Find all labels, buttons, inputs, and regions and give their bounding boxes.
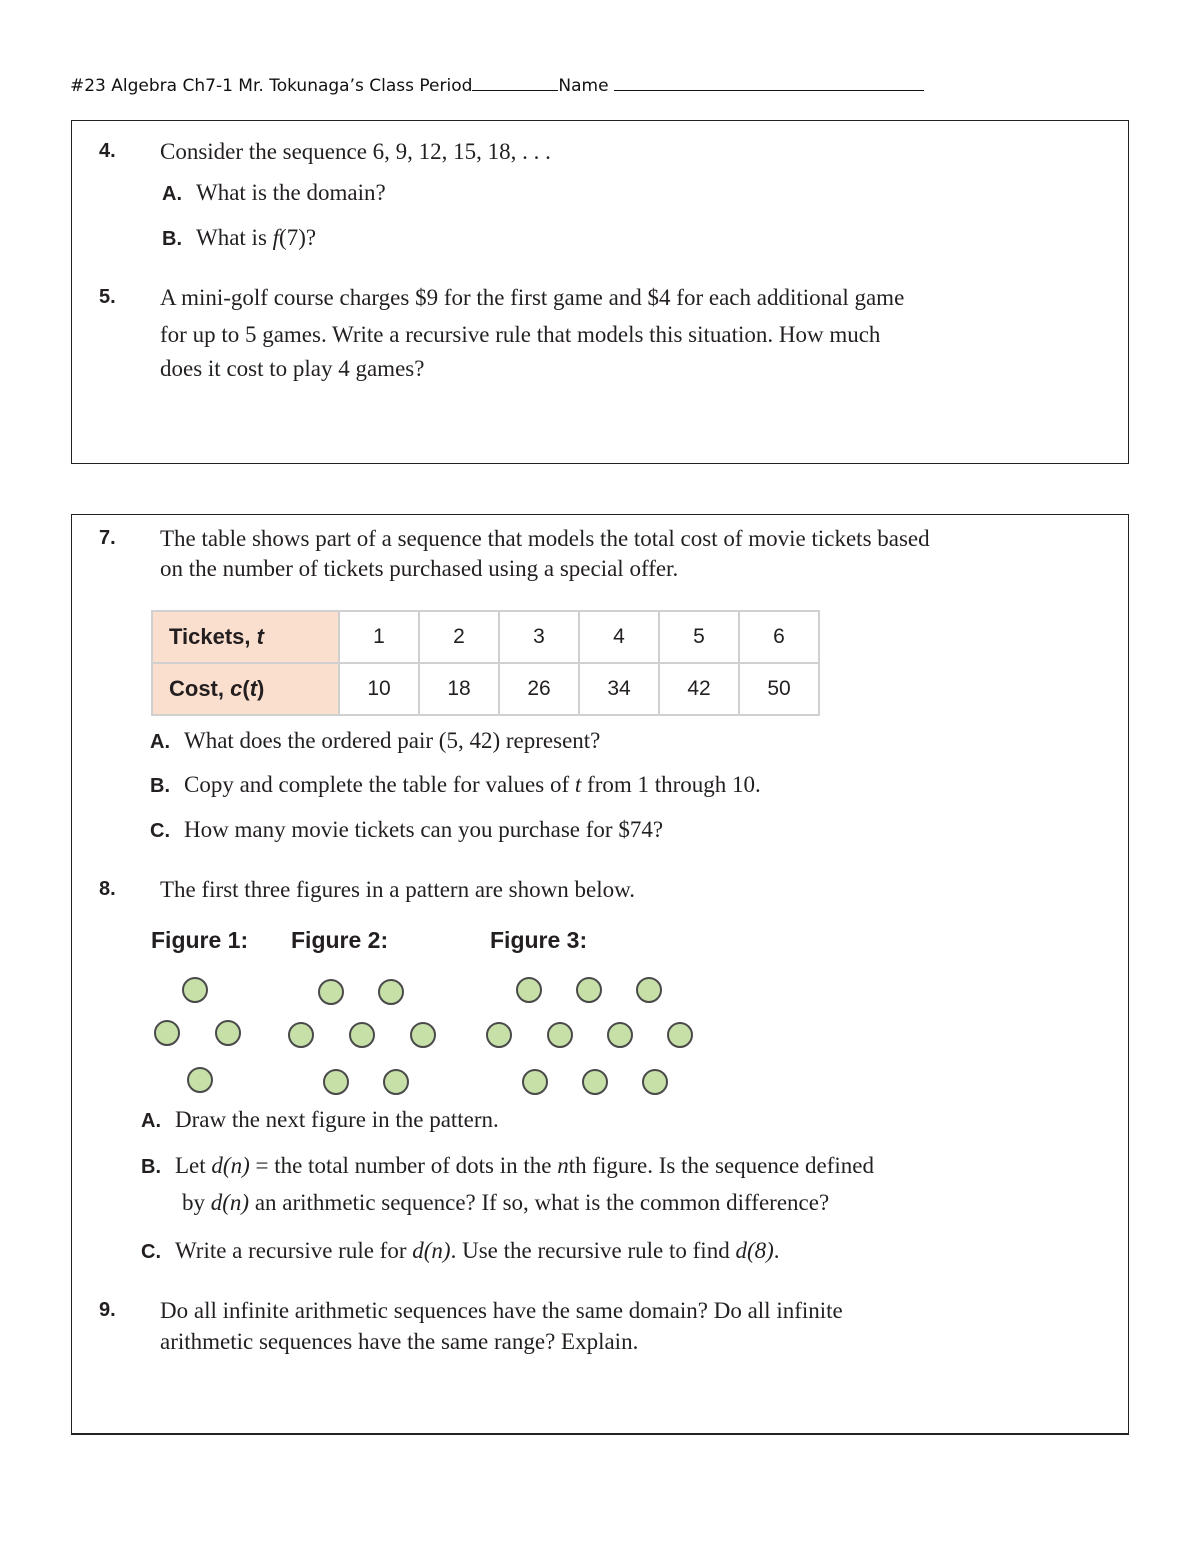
figure-3-dot: [486, 1022, 512, 1048]
header-title: #23 Algebra Ch7-1 Mr. Tokunaga’s Class Period: [70, 76, 473, 96]
table-cell: 10: [339, 663, 419, 715]
ticket-cost-table: [151, 610, 820, 716]
q8-part-c-fn2: d(8): [735, 1238, 774, 1263]
name-label: Name: [558, 76, 609, 96]
q7-part-b-letter: B.: [150, 775, 170, 797]
figure-3-dot: [667, 1022, 693, 1048]
q8-part-b-text-end: th figure. Is the sequence defined: [568, 1153, 874, 1178]
figure-1-dot: [182, 977, 208, 1003]
table-header-tickets: [152, 611, 339, 663]
q7-part-b-text-post: from 1 through 10.: [581, 772, 761, 797]
figure-1-dot: [154, 1020, 180, 1046]
q8-part-b-letter: B.: [141, 1156, 161, 1178]
figure-2-dot: [288, 1022, 314, 1048]
q8-part-c-fn1: d(n): [412, 1238, 451, 1263]
q5-number: 5.: [99, 286, 116, 308]
table-cell: 34: [579, 663, 659, 715]
table-cell: 18: [419, 663, 499, 715]
figure-2-dot: [378, 979, 404, 1005]
q7-part-a-text: What does the ordered pair (5, 42) represent?: [184, 728, 601, 753]
figure-1-dot: [187, 1067, 213, 1093]
q8-text: The first three figures in a pattern are shown below.: [160, 877, 635, 902]
q8-part-b-line-1: [141, 1148, 874, 1185]
figure-3-dot: [607, 1022, 633, 1048]
figure-3-dot: [522, 1069, 548, 1095]
q4-text: Consider the sequence 6, 9, 12, 15, 18, . . .: [160, 139, 551, 164]
q4-part-b-func: f: [272, 225, 280, 250]
q4-part-b-text-post: (7)?: [279, 225, 317, 250]
q8-part-c-letter: C.: [141, 1241, 161, 1263]
table-cell: 1: [339, 611, 419, 663]
figure-3-label: Figure 3:: [490, 927, 588, 953]
cost-label: Cost,: [169, 676, 231, 701]
q8-part-c-text: Write a recursive rule for: [175, 1238, 413, 1263]
figure-3-dot: [576, 977, 602, 1003]
q5-line-2: for up to 5 games. Write a recursive rule that models this situation. How much: [160, 322, 881, 347]
table-cell: 5: [659, 611, 739, 663]
cost-var: t: [249, 676, 258, 701]
period-field[interactable]: [472, 73, 558, 91]
table-cell: 26: [499, 663, 579, 715]
q7-line-2: on the number of tickets purchased using a special offer.: [160, 556, 679, 581]
q7-number: 7.: [99, 527, 116, 549]
q8-part-b-var: n: [557, 1153, 569, 1178]
q7-part-a-letter: A.: [150, 731, 170, 753]
q8-part-b-line-2: [182, 1185, 829, 1221]
q8-part-a-text: Draw the next figure in the pattern.: [175, 1107, 499, 1132]
figure-3-dot: [547, 1022, 573, 1048]
q4-part-b-text: What is: [196, 225, 273, 250]
table-header-cost: Cost, c(t): [152, 663, 339, 715]
q8-part-b-text-mid: = the total number of dots in the: [249, 1153, 558, 1178]
q8-part-a: [141, 1102, 499, 1139]
figure-3-dot: [642, 1069, 668, 1095]
table-row: [152, 663, 819, 715]
figure-2-label: Figure 2:: [291, 927, 389, 953]
q8-part-b-line2-text: by: [182, 1190, 211, 1215]
table-cell: 3: [499, 611, 579, 663]
q9-line-1: Do all infinite arithmetic sequences have the same domain? Do all infinite: [160, 1298, 843, 1323]
q5-line-3: does it cost to play 4 games?: [160, 356, 425, 381]
figure-2-dot: [323, 1069, 349, 1095]
q8-part-c-text-post: .: [773, 1238, 780, 1263]
worksheet-header: [70, 73, 924, 96]
q8-part-c: [141, 1233, 780, 1270]
q7-part-b: [150, 767, 761, 804]
q9-line-2: arithmetic sequences have the same range? Explain.: [160, 1329, 639, 1354]
q4-part-b-letter: B.: [162, 228, 182, 250]
q4-part-a: [162, 175, 386, 212]
table-cell: 4: [579, 611, 659, 663]
figure-1-label: Figure 1:: [151, 927, 249, 953]
q8-number: 8.: [99, 878, 116, 900]
q7-part-c: [150, 812, 663, 849]
q8-part-b-fn: d(n): [211, 1153, 250, 1178]
q7-line-1: The table shows part of a sequence that models the total cost of movie tickets based: [160, 526, 930, 551]
tickets-var: t: [256, 624, 264, 649]
figure-2-dot: [383, 1069, 409, 1095]
figure-2-dot: [410, 1022, 436, 1048]
table-cell: 42: [659, 663, 739, 715]
q7-part-a: [150, 723, 600, 760]
q8-part-b-line2-text-post: an arithmetic sequence? If so, what is the common difference?: [249, 1190, 830, 1215]
figure-2-dot: [349, 1022, 375, 1048]
cost-fn: c: [230, 676, 243, 701]
q8-part-c-text-mid: . Use the recursive rule to find: [450, 1238, 736, 1263]
table-cell: 6: [739, 611, 819, 663]
figure-2-dot: [318, 979, 344, 1005]
table-cell: 2: [419, 611, 499, 663]
q8-part-b-text: Let: [175, 1153, 212, 1178]
q7-part-c-text: How many movie tickets can you purchase for $74?: [184, 817, 664, 842]
q5-line-1: A mini-golf course charges $9 for the first game and $4 for each additional game: [160, 285, 905, 310]
figure-1-dot: [215, 1020, 241, 1046]
q7-part-b-text: Copy and complete the table for values of: [184, 772, 575, 797]
figure-3-dot: [582, 1069, 608, 1095]
table-cell: 50: [739, 663, 819, 715]
tickets-label: Tickets,: [169, 624, 257, 649]
q4-part-a-letter: A.: [162, 183, 182, 205]
q7-part-b-var: t: [574, 772, 582, 797]
figure-3-dot: [516, 977, 542, 1003]
q4-part-b: [162, 220, 316, 257]
name-field[interactable]: [614, 73, 924, 91]
q9-number: 9.: [99, 1299, 116, 1321]
q4-number: 4.: [99, 140, 116, 162]
table-row: [152, 611, 819, 663]
q7-part-c-letter: C.: [150, 820, 170, 842]
q8-part-b-line2-fn: d(n): [210, 1190, 250, 1215]
q4-part-a-text: What is the domain?: [196, 180, 386, 205]
figure-3-dot: [636, 977, 662, 1003]
q8-part-a-letter: A.: [141, 1110, 161, 1132]
